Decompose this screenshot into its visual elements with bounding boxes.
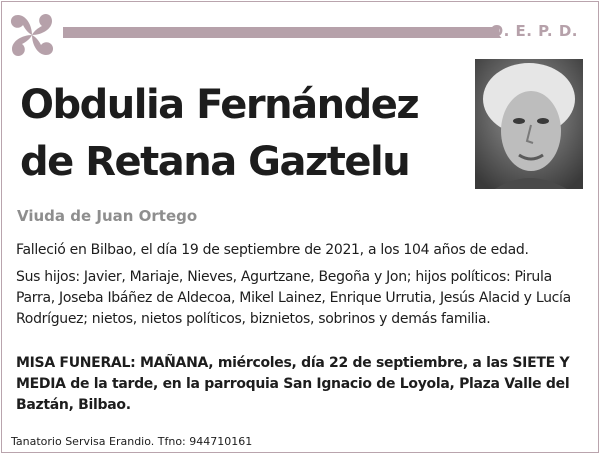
lauburu-icon [6,9,58,61]
widow-of-label: Viuda de Juan Ortego [17,207,198,225]
qepd-label: Q. E. P. D. [490,22,578,40]
name-line-2: de Retana Gaztelu [20,139,410,185]
family-list: Sus hijos: Javier, Mariaje, Nieves, Agurtzane, Begoña y Jon; hijos políticos: Pirula Parra, Joseba Ibáñez de Aldecoa, Mikel Lainez, Enrique Urrutia, Jesús Alacid y Lucía Rodríguez; nietos, nietos políticos, biznietos, sobrinos y demás familia. [16,269,571,327]
name-line-1: Obdulia Fernández [20,82,419,128]
death-notice: Falleció en Bilbao, el día 19 de septiembre de 2021, a los 104 años de edad. [16,242,529,258]
deceased-name [20,77,460,191]
header-rule [63,27,499,38]
funeral-home: Tanatorio Servisa Erandio. Tfno: 944710161 [11,435,253,448]
portrait-photo [475,59,583,189]
funeral-details: MISA FUNERAL: MAÑANA, miércoles, día 22 de septiembre, a las SIETE Y MEDIA de la tarde, en la parroquia San Ignacio de Loyola, Plaza Valle del Baztán, Bilbao. [16,355,570,413]
obituary-card [1,1,599,453]
